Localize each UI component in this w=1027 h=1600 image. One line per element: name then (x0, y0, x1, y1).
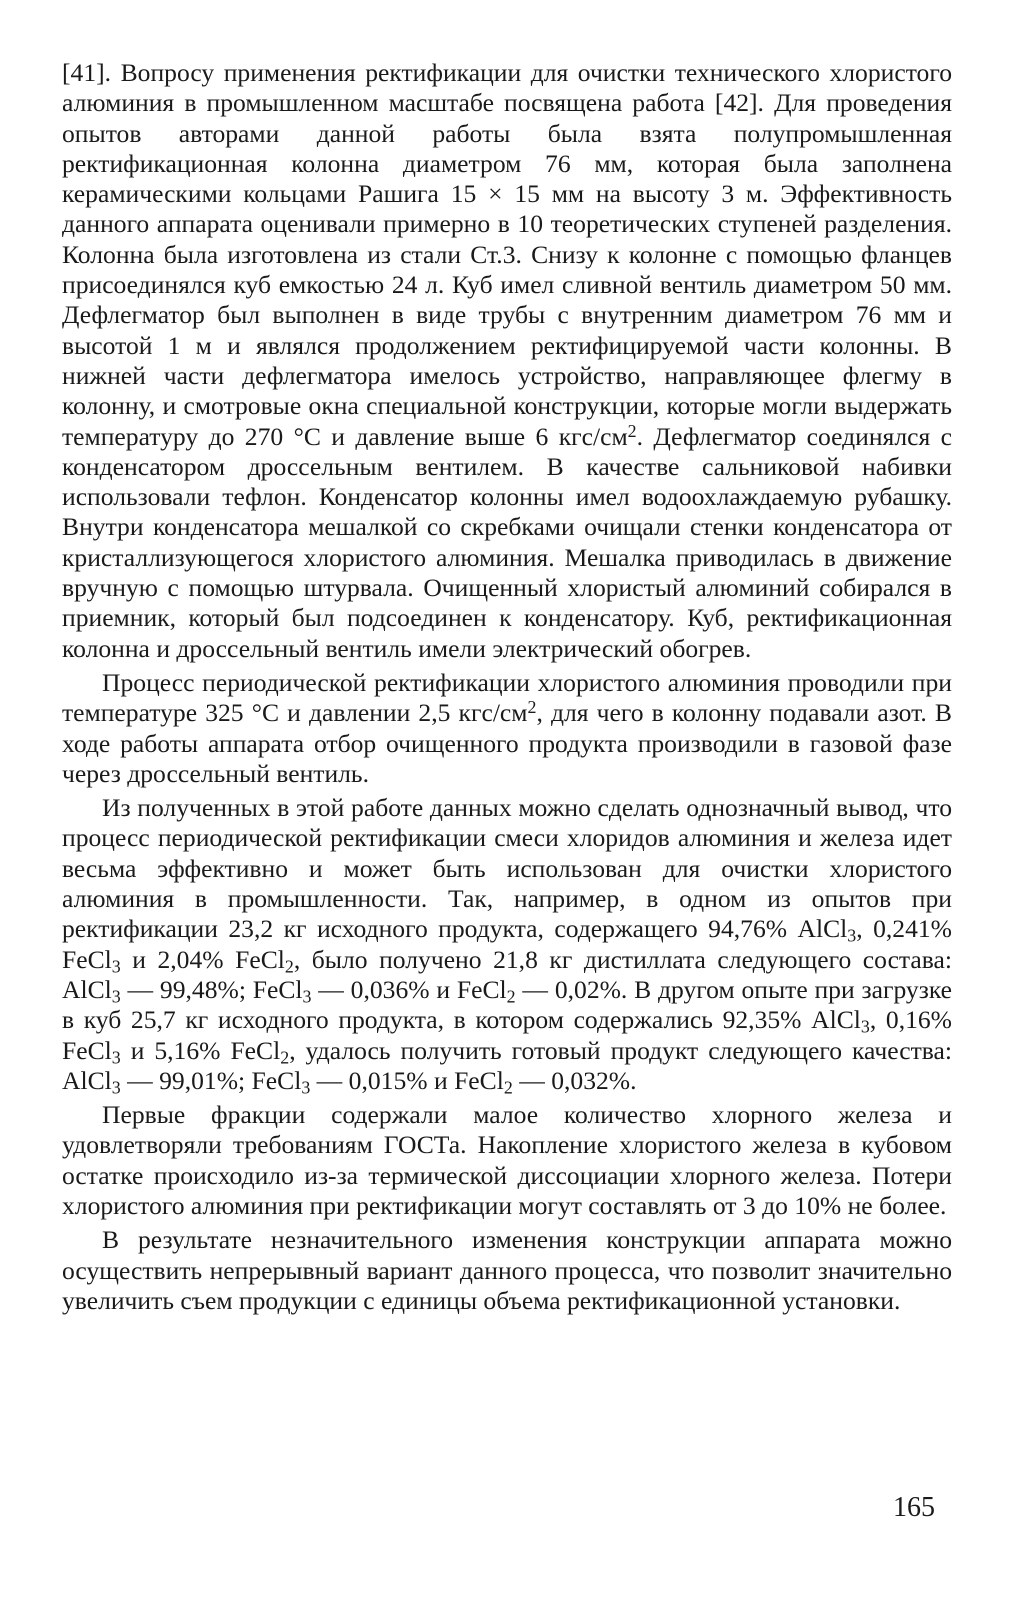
subscript: 2 (280, 1046, 290, 1067)
text-run: , 0,16% FeCl (62, 1005, 953, 1065)
text-run: Из полученных в этой работе данных можно сделать однозначный вывод, что процесс периодической ректификации смеси хлоридов алюминия и железа идет весьма эффективно и может быть использован для очистки хлористого алюминия в промышленности. Так, например, в одном из опытов при ректификации 23,2 кг исходного продукта, содержащего 94,76% AlCl (62, 793, 952, 944)
text-run: — 99,01%; FeCl (120, 1065, 302, 1095)
paragraph (62, 1100, 952, 1221)
subscript: 3 (111, 986, 121, 1007)
text-run: , удалось получить готовый продукт следующего качества: AlCl (62, 1035, 952, 1095)
text-run: и 5,16% FeCl (120, 1035, 281, 1065)
text-run: — 0,032%. (512, 1065, 637, 1095)
subscript: 3 (860, 1016, 870, 1037)
text-run: , было получено 21,8 кг дистиллата следующего состава: AlCl (62, 944, 953, 1004)
text-run: . Дефлегматор соединялся с конденсатором дроссельным вентилем. В качестве сальниковой набивки использовали тефлон. Конденсатор колонны имел водоохлаждаемую рубашку. Внутри конденсатора мешалкой со скребками очищали стенки конденсатора от кристаллизующегося хлористого алюминия. Мешалка приводилась в движение вручную с помощью штурвала. Очищенный хлористый алюминий собирался в приемник, который был подсоединен к конденсатору. Куб, ректификационная колонна и дроссельный вентиль имели электрический обогрев. (62, 421, 952, 663)
paragraph (62, 1225, 952, 1316)
subscript: 3 (847, 925, 857, 946)
text-run: Процесс периодической ректификации хлористого алюминия проводили при температуре 325 °С и давлении 2,5 кгс/см (62, 667, 952, 728)
superscript: 2 (527, 697, 537, 718)
text-run: , для чего в колонну подавали азот. В ходе работы аппарата отбор очищенного продукта производили в газовой фазе через дроссельный вентиль. (62, 698, 952, 788)
subscript: 3 (302, 986, 312, 1007)
paragraph (62, 793, 952, 1096)
text-run: — 0,02%. В другом опыте при загрузке в куб 25,7 кг исходного продукта, в котором содержались 92,35% AlCl (62, 974, 952, 1035)
subscript: 3 (111, 1046, 121, 1067)
page-number: 165 (893, 1492, 935, 1523)
text-run: — 0,015% и FeCl (310, 1065, 504, 1095)
text-run: — 99,48%; FeCl (120, 974, 303, 1004)
superscript: 2 (627, 420, 637, 441)
subscript: 3 (301, 1077, 311, 1098)
paragraph (62, 668, 952, 789)
page-body (62, 58, 952, 1320)
text-run: В результате незначительного изменения конструкции аппарата можно осуществить непрерывный вариант данного процесса, что позволит значительно увеличить съем продукции с единицы объема ректификационной установки. (62, 1225, 952, 1315)
text-run: [41]. Вопросу применения ректификации для очистки технического хлористого алюминия в промышленном масштабе посвящена работа [42]. Для проведения опытов авторами данной работы была взята полупромышленная ректификационная колонна диаметром 76 мм, которая была заполнена керамическими кольцами Рашига 15 × 15 мм на высоту 3 м. Эффективность данного аппарата оценивали примерно в 10 теоретических ступеней разделения. Колонна была изготовлена из стали Ст.3. Снизу к колонне с помощью фланцев присоединялся куб емкостью 24 л. Куб имел сливной вентиль диаметром 50 мм. Дефлегматор был выполнен в виде трубы с внутренним диаметром 76 мм и высотой 1 м и являлся продолжением ректифицируемой части колонны. В нижней части дефлегматора имелось устройство, направляющее флегму в колонну, и смотровые окна специальной конструкции, которые могли выдержать температуру до 270 °С и давление выше 6 кгс/см (62, 58, 952, 451)
paragraph (62, 58, 952, 664)
text-run: Первые фракции содержали малое количество хлорного железа и удовлетворяли требованиям ГОСТа. Накопление хлористого железа в кубовом остатке происходило из-за термической диссоциации хлорного железа. Потери хлористого алюминия при ректификации могут составлять от 3 до 10% не более. (62, 1100, 952, 1220)
text-run: — 0,036% и FeCl (311, 974, 507, 1004)
subscript: 2 (506, 986, 516, 1007)
subscript: 2 (503, 1077, 513, 1098)
text-run: , 0,241% FeCl (62, 914, 952, 974)
text-run: и 2,04% FeCl (120, 944, 285, 974)
subscript: 3 (111, 1077, 121, 1098)
subscript: 2 (284, 956, 294, 977)
subscript: 3 (111, 956, 121, 977)
